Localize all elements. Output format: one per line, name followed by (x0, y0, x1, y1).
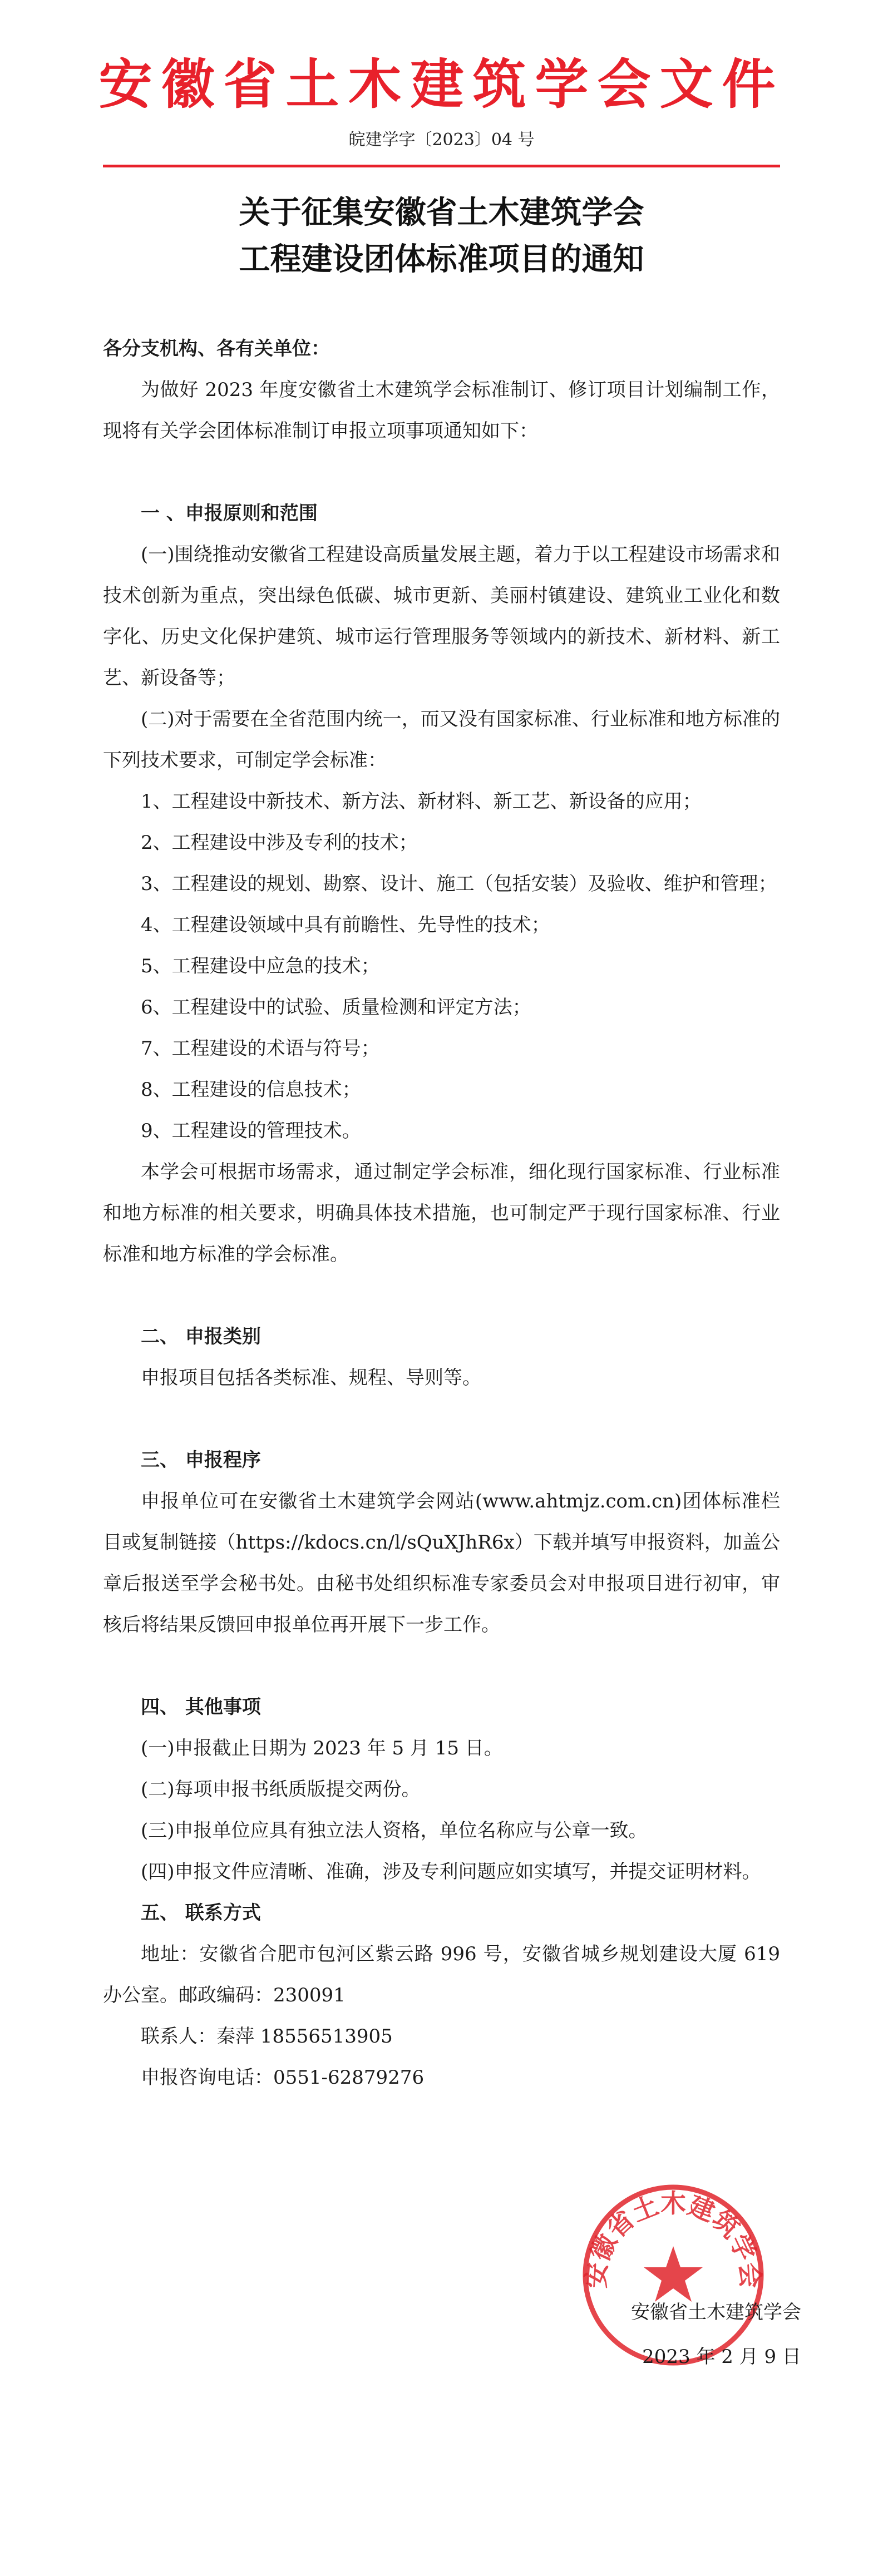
section-2-paragraph: 申报项目包括各类标准、规程、导则等。 (141, 1367, 481, 1389)
section-1-paragraph-2: (二)对于需要在全省范围内统一，而又没有国家标准、行业标准和地方标准的下列技术要求，可制定学会标准： (103, 708, 780, 772)
red-divider-line (103, 165, 780, 167)
section-4-heading: 四、 其他事项 (141, 1696, 261, 1718)
contact-address: 地址：安徽省合肥市包河区紫云路 996 号，安徽省城乡规划建设大厦 619 办公室。邮政编码：230091 (103, 1943, 780, 2006)
list-item: (二)每项申报书纸质版提交两份。 (141, 1778, 421, 1801)
title-line-1: 关于征集安徽省土木建筑学会 (239, 194, 644, 231)
list-item: (三)申报单位应具有独立法人资格，单位名称应与公章一致。 (141, 1819, 648, 1842)
section-3-heading: 三、 申报程序 (141, 1449, 261, 1471)
list-item: 2、工程建设中涉及专利的技术； (141, 832, 418, 854)
document-body (103, 328, 780, 2098)
section-1-heading: 一 、申报原则和范围 (141, 502, 318, 525)
list-item: 1、工程建设中新技术、新方法、新材料、新工艺、新设备的应用； (141, 790, 702, 813)
section-5-heading: 五、 联系方式 (141, 1902, 261, 1924)
list-item: 8、工程建设的信息技术； (141, 1079, 361, 1101)
signature-org: 安徽省土木建筑学会 (631, 2301, 801, 2323)
contact-phone: 申报咨询电话：0551-62879276 (141, 2066, 425, 2089)
document-number: 皖建学字〔2023〕04 号 (348, 130, 535, 150)
intro-paragraph: 为做好 2023 年度安徽省土木建筑学会标准制订、修订项目计划编制工作，现将有关学会团体标准制订申报立项事项通知如下： (103, 379, 780, 442)
section-3-paragraph: 申报单位可在安徽省土木建筑学会网站(www.ahtmjz.com.cn)团体标准栏目或复制链接（https://kdocs.cn/l/sQuXJhR6x）下载并填写申报资料，加盖公章后报送至学会秘书处。由秘书处组织标准专家委员会对申报项目进行初审，审核后将结果反馈回申报单位再开展下一步工作。 (103, 1490, 780, 1636)
signature-date: 2023 年 2 月 9 日 (642, 2346, 801, 2368)
list-item: 7、工程建设的术语与符号； (141, 1037, 380, 1060)
section-1-paragraph-1: (一)围绕推动安徽省工程建设高质量发展主题，着力于以工程建设市场需求和技术创新为重点，突出绿色低碳、城市更新、美丽村镇建设、建筑业工业化和数字化、历史文化保护建筑、城市运行管理服务等领域内的新技术、新材料、新工艺、新设备等； (103, 543, 780, 689)
document-title (0, 189, 883, 283)
list-item: (四)申报文件应清晰、准确，涉及专利问题应如实填写，并提交证明材料。 (141, 1861, 761, 1883)
title-line-2: 工程建设团体标准项目的通知 (239, 241, 644, 278)
section-2-heading: 二、 申报类别 (141, 1326, 261, 1348)
org-masthead: 安徽省土木建筑学会文件 (98, 53, 785, 116)
list-item: (一)申报截止日期为 2023 年 5 月 15 日。 (141, 1737, 503, 1759)
section-1-paragraph-3: 本学会可根据市场需求，通过制定学会标准，细化现行国家标准、行业标准和地方标准的相关要求，明确具体技术措施，也可制定严于现行国家标准、行业标准和地方标准的学会标准。 (103, 1161, 780, 1265)
contact-person: 联系人：秦萍 18556513905 (141, 2025, 393, 2048)
list-item: 9、工程建设的管理技术。 (141, 1120, 361, 1142)
list-item: 6、工程建设中的试验、质量检测和评定方法； (141, 996, 531, 1018)
seal-text: 安徽省土木建筑学会 (580, 2188, 766, 2290)
list-item: 3、工程建设的规划、勘察、设计、施工（包括安装）及验收、维护和管理； (141, 873, 777, 895)
list-item: 4、工程建设领域中具有前瞻性、先导性的技术； (141, 914, 550, 936)
salutation: 各分支机构、各有关单位： (103, 338, 330, 360)
list-item: 5、工程建设中应急的技术； (141, 955, 380, 977)
